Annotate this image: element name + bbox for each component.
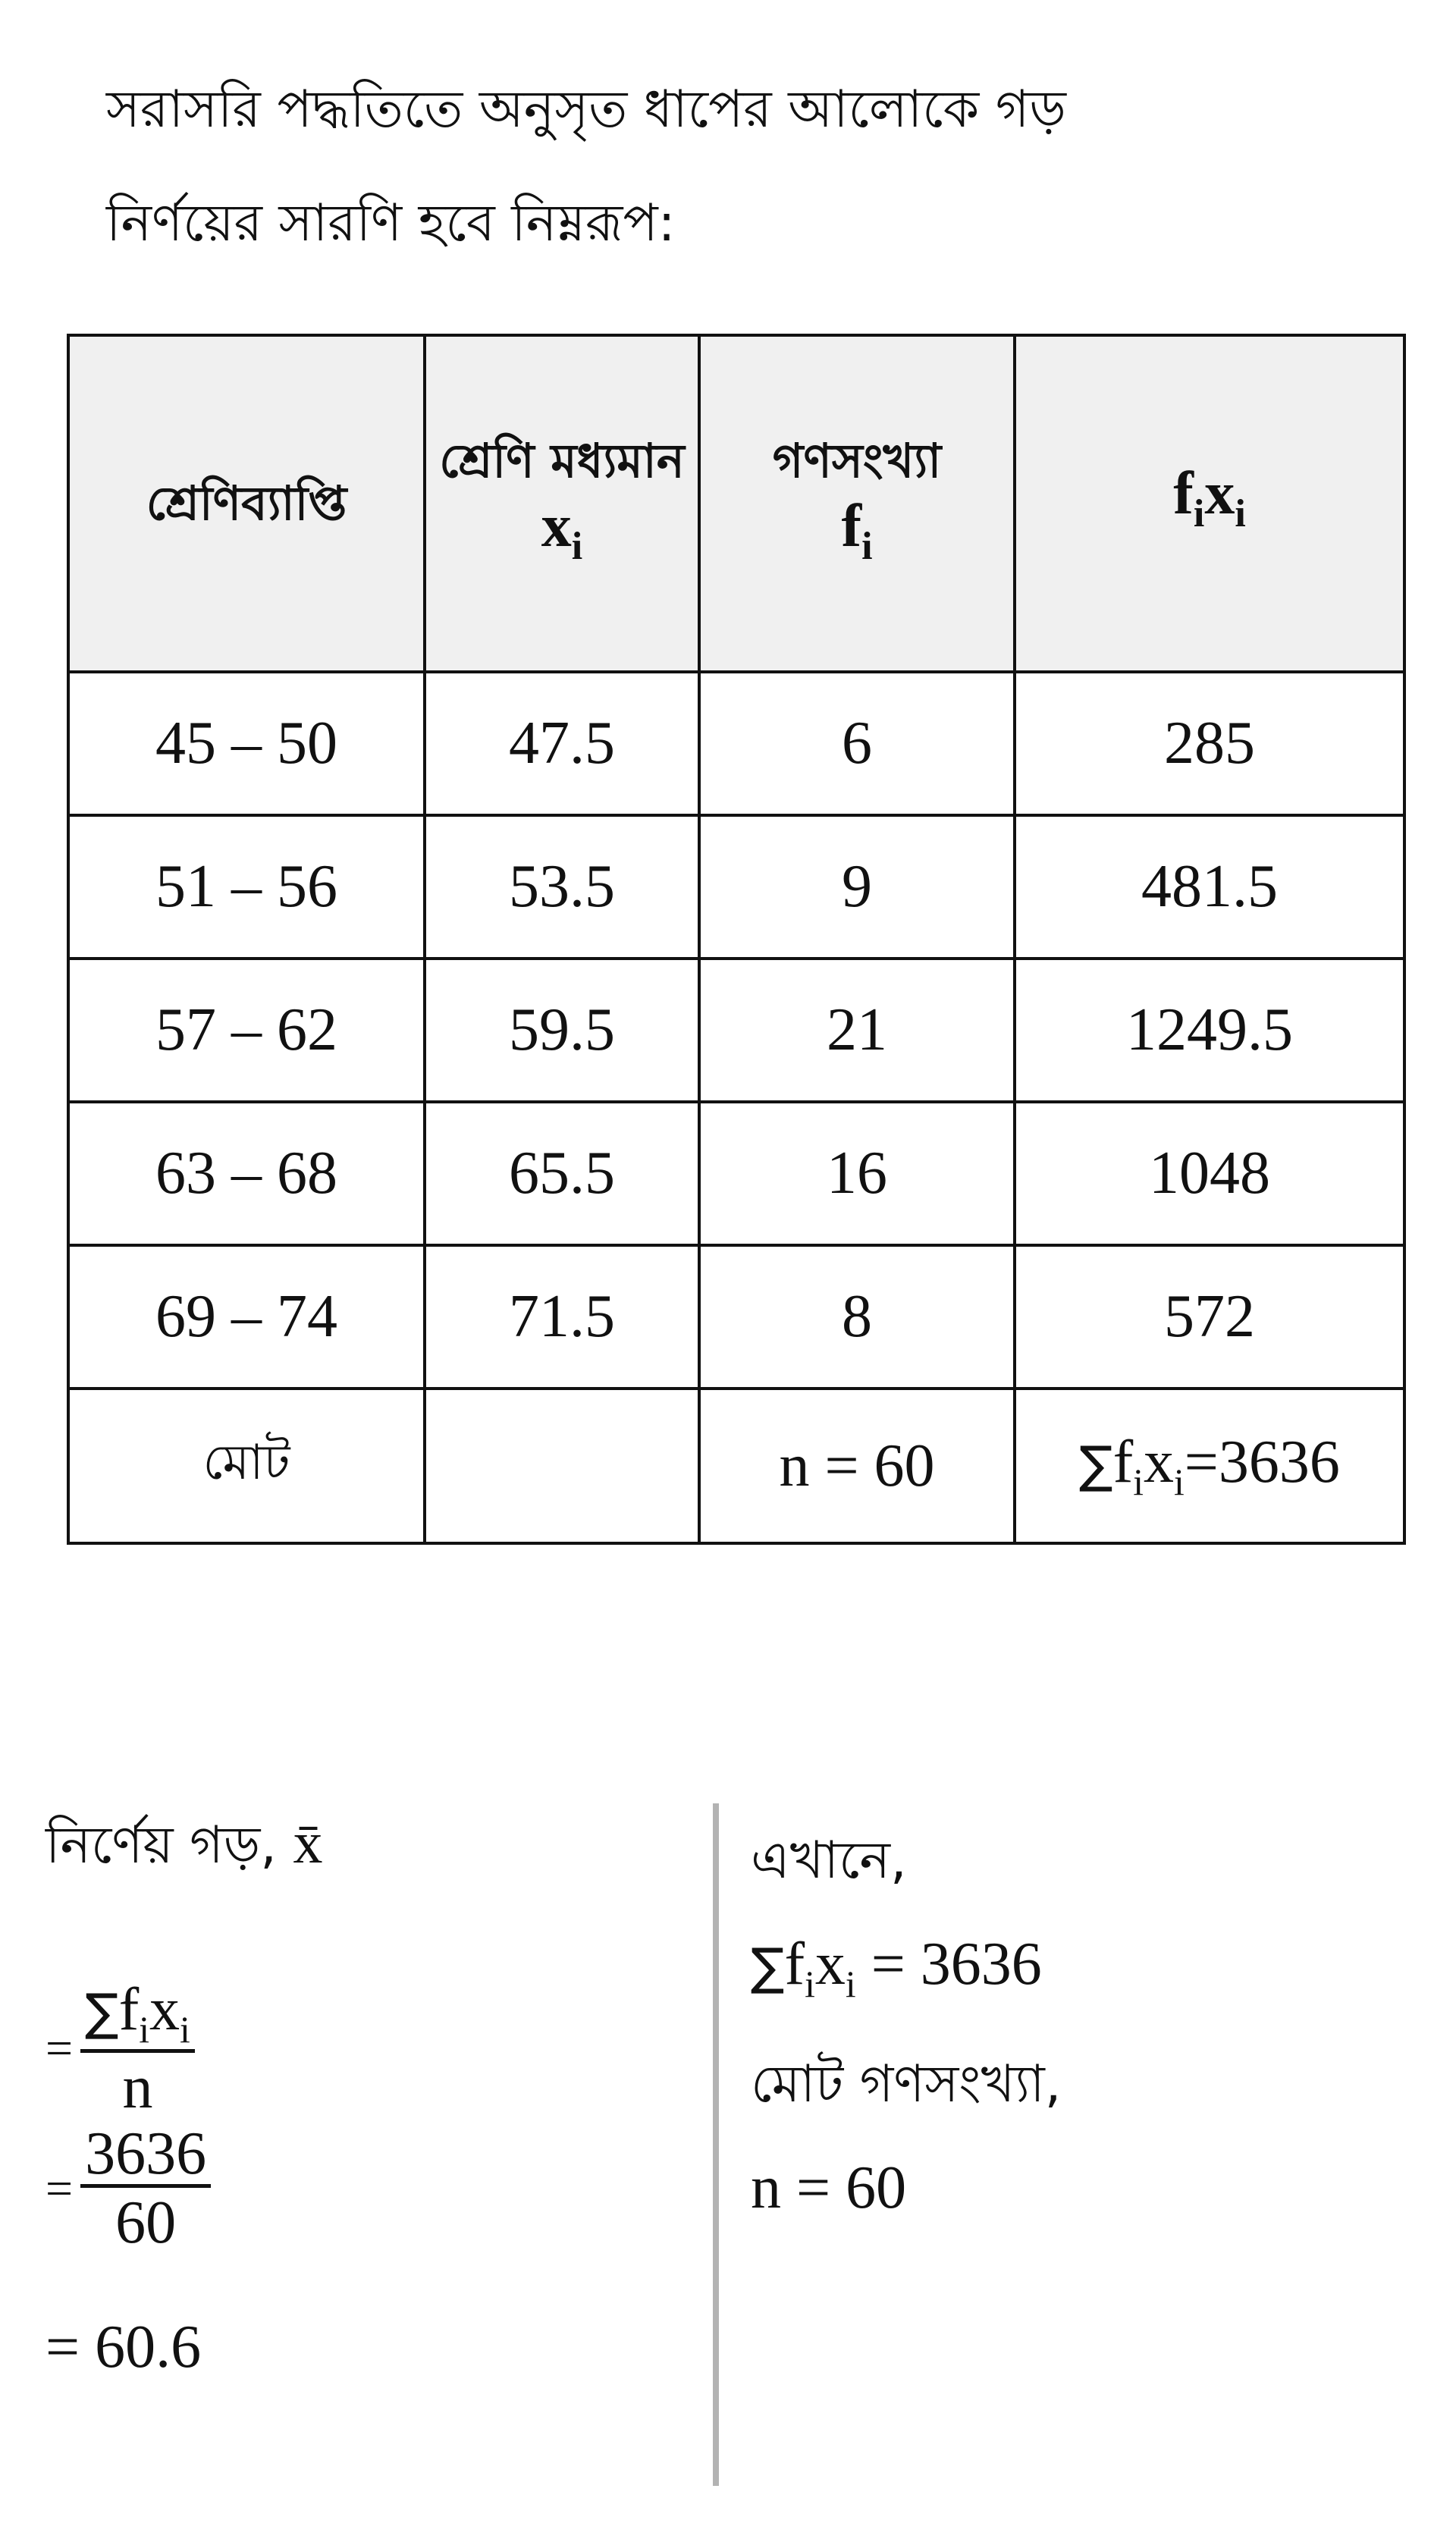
intro-line-1: সরাসরি পদ্ধতিতে অনুসৃত ধাপের আলোকে গড়: [106, 80, 1066, 140]
cell-frequency: 16: [699, 1102, 1015, 1245]
total-sum: $\sum f_ix_i=3636$: [1015, 1389, 1404, 1543]
table-row: [68, 1245, 1404, 1389]
cell-frequency: 9: [699, 815, 1015, 959]
mean-calculation: [46, 1805, 698, 2487]
cell-range: 51 – 56: [68, 815, 425, 959]
cell-midpoint: 71.5: [425, 1245, 699, 1389]
header-midpoint-symbol: $x_i$: [541, 492, 583, 568]
cell-product: 1048: [1015, 1102, 1404, 1245]
table-header-row: [68, 335, 1404, 672]
table-row: [68, 672, 1404, 815]
note-n-value: n = 60: [751, 2154, 907, 2221]
cell-frequency: 6: [699, 672, 1015, 815]
mean-result: = 60.6: [46, 2314, 202, 2380]
vertical-divider: [713, 1803, 719, 2486]
cell-frequency: 8: [699, 1245, 1015, 1389]
header-frequency-symbol: $f_i$: [841, 492, 873, 568]
cell-range: 69 – 74: [68, 1245, 425, 1389]
substitution-step: = $\frac{3636}{60}$: [46, 2123, 211, 2253]
table-row: [68, 1102, 1404, 1245]
note-here: এখানে,: [751, 1831, 907, 1891]
header-frequency-label: গণসংখ্যা: [772, 432, 942, 488]
cell-range: 57 – 62: [68, 959, 425, 1102]
table-row: [68, 959, 1404, 1102]
header-frequency: [699, 335, 1015, 672]
cell-midpoint: 47.5: [425, 672, 699, 815]
cell-product: 481.5: [1015, 815, 1404, 959]
frequency-table: [67, 334, 1406, 1545]
cell-midpoint: 65.5: [425, 1102, 699, 1245]
mean-label: নির্ণেয় গড়, x̄: [46, 1809, 323, 1875]
table-total-row: [68, 1389, 1404, 1543]
table-row: [68, 815, 1404, 959]
cell-midpoint: 53.5: [425, 815, 699, 959]
xbar-symbol: x̄: [293, 1809, 323, 1875]
header-product: $f_ix_i$: [1015, 335, 1404, 672]
intro-paragraph: [106, 53, 1365, 281]
intro-line-2: নির্ণয়ের সারণি হবে নিম্নরূপ:: [106, 193, 676, 253]
substitution-fraction: $\frac{3636}{60}$: [80, 2123, 211, 2253]
total-label: মোট: [68, 1389, 425, 1543]
note-total-frequency-label: মোট গণসংখ্যা,: [751, 2054, 1062, 2114]
header-midpoint-label: শ্রেণি মধ্যমান: [439, 432, 685, 488]
cell-product: 572: [1015, 1245, 1404, 1389]
cell-midpoint: 59.5: [425, 959, 699, 1102]
note-sum: $\sum f_ix_i = 3636$: [751, 1931, 1042, 2005]
header-midpoint: [425, 335, 699, 672]
formula-step: = $\frac{\sum f_ix_i}{n}$: [46, 1979, 195, 2118]
total-midpoint-empty: [425, 1389, 699, 1543]
header-class-interval: শ্রেণিব্যাপ্তি: [68, 335, 425, 672]
cell-range: 63 – 68: [68, 1102, 425, 1245]
cell-range: 45 – 50: [68, 672, 425, 815]
cell-frequency: 21: [699, 959, 1015, 1102]
cell-product: 285: [1015, 672, 1404, 815]
total-n: n = 60: [699, 1389, 1015, 1543]
formula-fraction: $\frac{\sum f_ix_i}{n}$: [80, 1979, 195, 2118]
cell-product: 1249.5: [1015, 959, 1404, 1102]
